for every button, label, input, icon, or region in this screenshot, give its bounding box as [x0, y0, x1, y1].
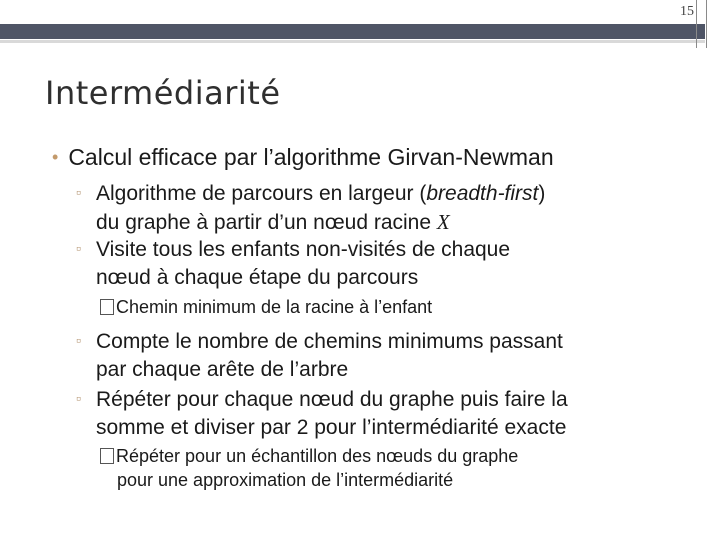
divider-line — [696, 0, 697, 48]
square-bullet-icon: ▫ — [76, 390, 81, 406]
sub-sub-bullet-1-text: Chemin minimum de la racine à l’enfant — [116, 297, 433, 317]
square-bullet-icon: ▫ — [76, 240, 81, 256]
sub-bullet-3-line2: par chaque arête de l’arbre — [96, 358, 349, 381]
page-number: 15 — [680, 4, 694, 19]
square-bullet-icon: ▫ — [76, 184, 81, 200]
header-underline — [0, 40, 705, 43]
sub-bullet-2-line1: Visite tous les enfants non-visités de chaque — [96, 238, 511, 261]
sub-sub-bullet-2-line2: pour une approximation de l’intermédiarité — [117, 470, 454, 490]
sub-bullet-4-line1: Répéter pour chaque nœud du graphe puis faire la — [96, 388, 568, 411]
sub-bullet-2 — [76, 234, 696, 292]
sub-bullet-1 — [76, 178, 696, 237]
square-bullet-icon: ▫ — [76, 332, 81, 348]
sub-bullet-3-line1: Compte le nombre de chemins minimums passant — [96, 330, 563, 353]
sub-bullet-2-line2: nœud à chaque étape du parcours — [96, 266, 419, 289]
sub-bullet-4 — [76, 384, 696, 442]
root-node-symbol: X — [436, 210, 450, 234]
sub-sub-bullet-2-line1: Répéter pour un échantillon des nœuds du graphe — [116, 446, 519, 466]
missing-glyph-icon — [100, 448, 114, 464]
sub-bullet-1-line2: du graphe à partir d’un nœud racine — [96, 211, 437, 234]
sub-bullet-1-line1-pre: Algorithme de parcours en largeur ( — [96, 182, 427, 205]
slide-title: Intermédiarité — [45, 74, 281, 112]
sub-bullet-1-emphasis: breadth-first — [426, 182, 539, 205]
sub-bullet-3 — [76, 326, 696, 384]
bullet-main-text: Calcul efficace par l’algorithme Girvan-Newman — [68, 144, 554, 170]
divider-line — [706, 0, 707, 48]
sub-bullet-4-line2: somme et diviser par 2 pour l’intermédiarité exacte — [96, 416, 567, 439]
header-bar — [0, 24, 705, 39]
sub-sub-bullet-2 — [100, 444, 518, 492]
missing-glyph-icon — [100, 299, 114, 315]
bullet-dot-icon: • — [52, 147, 59, 167]
sub-bullet-1-line1-post: ) — [538, 182, 546, 205]
bullet-main — [52, 144, 554, 171]
sub-sub-bullet-1 — [100, 295, 432, 319]
